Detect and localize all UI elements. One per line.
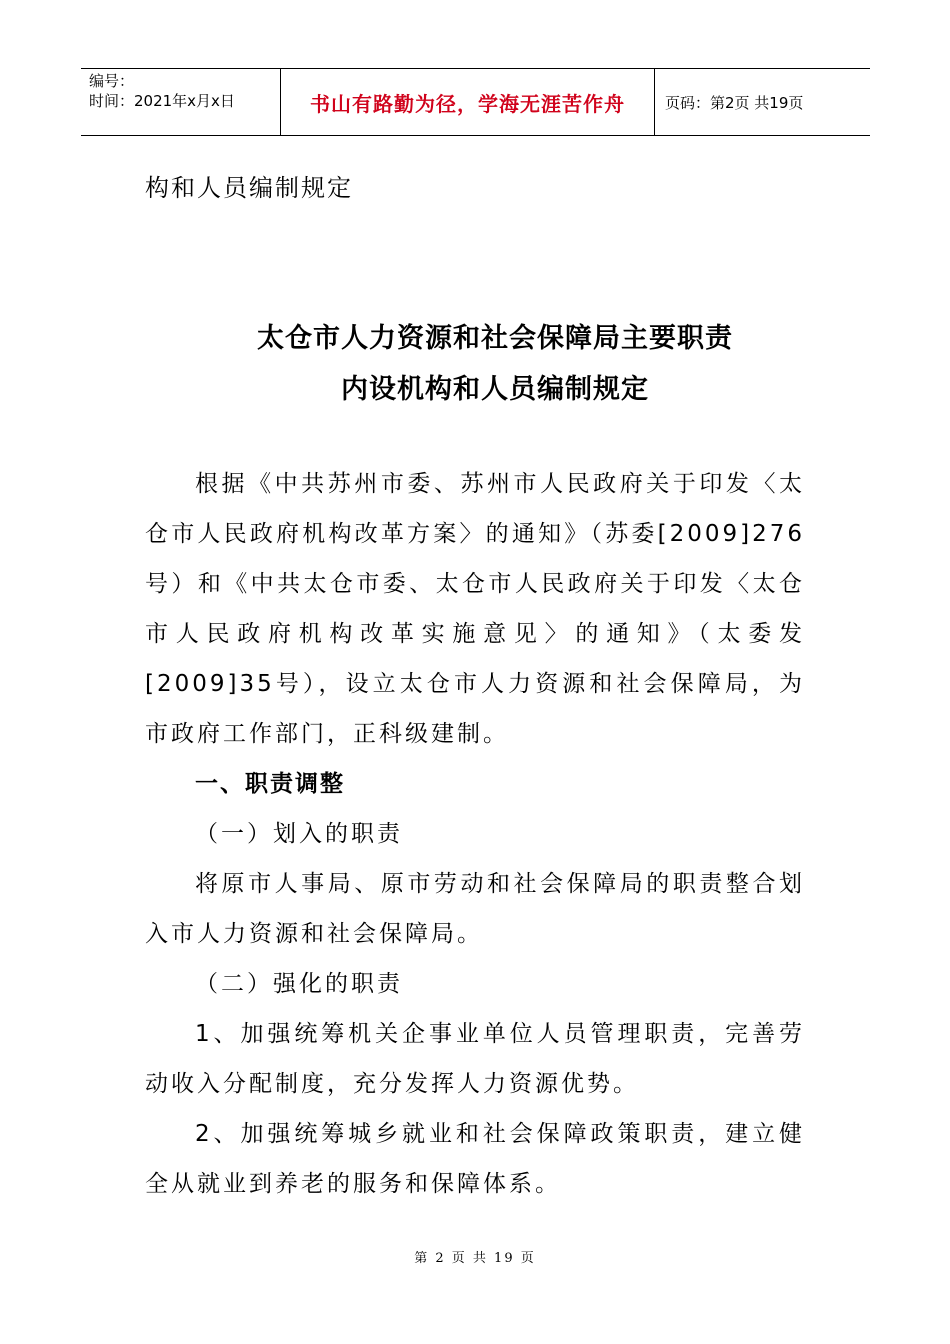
page-footer: 第 2 页 共 19 页 <box>414 1251 536 1266</box>
header-meta-cell <box>81 69 281 135</box>
header-table <box>81 68 870 136</box>
subsection-heading-2: （二）强化的职责 <box>195 971 403 997</box>
time-label: 时间：2021年x月x日 <box>89 92 235 110</box>
document-title-line1: 太仓市人力资源和社会保障局主要职责 <box>257 323 733 354</box>
header-page-info: 页码：第2页 共19页 <box>665 93 804 112</box>
document-title-line2: 内设机构和人员编制规定 <box>341 374 649 405</box>
intro-paragraph: 根据《中共苏州市委、苏州市人民政府关于印发〈太仓市人民政府机构改革方案〉的通知》（苏委[2009]276号）和《中共太仓市委、太仓市人民政府关于印发〈太仓市人民政府机构改革实施意见〉的通知》（太委发[2009]35号），设立太仓市人力资源和社会保障局，为市政府工作部门，正科级建制。 <box>145 471 805 747</box>
header-motto: 书山有路勤为径，学海无涯苦作舟 <box>281 69 655 135</box>
document-body <box>145 459 805 1209</box>
serial-label: 编号： <box>89 72 135 90</box>
continuation-text: 构和人员编制规定 <box>145 174 353 202</box>
subsection-paragraph-1: 将原市人事局、原市劳动和社会保障局的职责整合划入市人力资源和社会保障局。 <box>145 871 805 947</box>
list-item: 1、加强统筹机关企事业单位人员管理职责，完善劳动收入分配制度，充分发挥人力资源优势。 <box>145 1021 805 1097</box>
list-item: 2、加强统筹城乡就业和社会保障政策职责，建立健全从就业到养老的服务和保障体系。 <box>145 1121 805 1197</box>
section-heading: 一、职责调整 <box>195 771 345 797</box>
subsection-heading-1: （一）划入的职责 <box>195 821 403 847</box>
